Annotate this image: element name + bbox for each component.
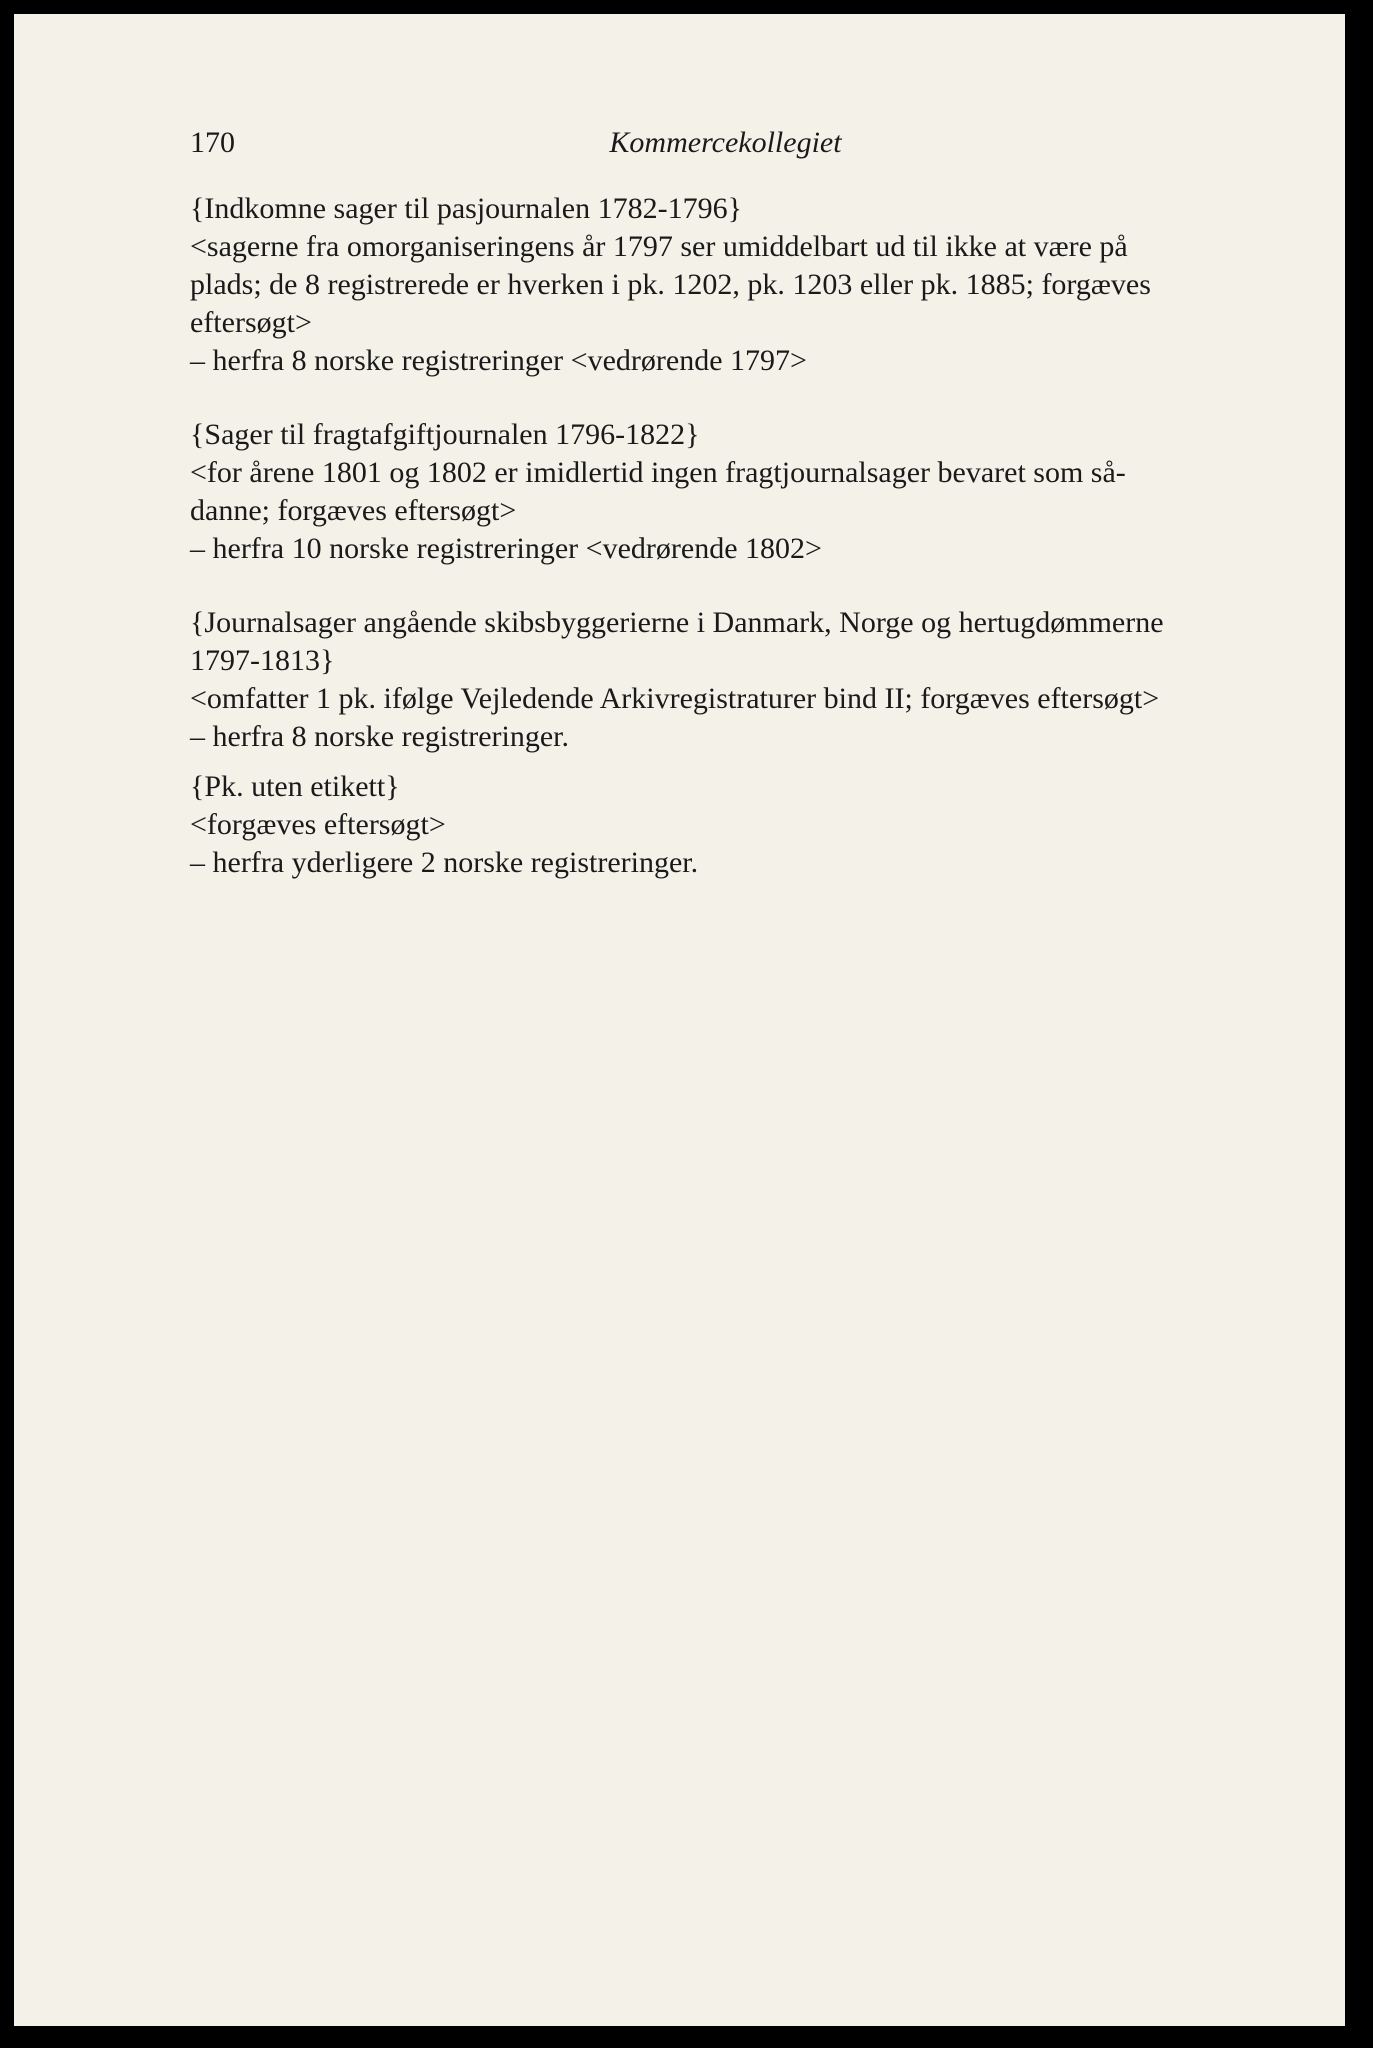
- archive-entry: [190, 416, 1261, 568]
- document-page: [14, 14, 1345, 2026]
- page-number: 170: [190, 126, 235, 159]
- entry-result: – herfra yderligere 2 norske registreringer.: [190, 846, 699, 879]
- running-title: Kommercekollegiet: [609, 126, 842, 159]
- archive-entry: [190, 190, 1261, 380]
- entry-title: {Pk. uten etikett}: [190, 770, 400, 803]
- entry-note-line: <for årene 1801 og 1802 er imidlertid ingen fragtjournalsager bevaret som så-: [190, 456, 1126, 489]
- entry-result: – herfra 8 norske registreringer.: [190, 720, 570, 753]
- entry-title: 1797-1813}: [190, 644, 335, 677]
- archive-entry: [190, 604, 1261, 756]
- entry-note-line: <forgæves eftersøgt>: [190, 808, 446, 841]
- page-content: [190, 190, 1261, 882]
- entry-note-line: <omfatter 1 pk. ifølge Vejledende Arkivregistraturer bind II; forgæves eftersøgt>: [190, 682, 1160, 715]
- entry-note-line: <sagerne fra omorganiseringens år 1797 ser umiddelbart ud til ikke at være på: [190, 230, 1128, 263]
- page-header: [190, 126, 1261, 176]
- entry-result: – herfra 10 norske registreringer <vedrørende 1802>: [190, 532, 822, 565]
- entry-title: {Indkomne sager til pasjournalen 1782-1796}: [190, 192, 743, 225]
- entry-note-line: plads; de 8 registrerede er hverken i pk. 1202, pk. 1203 eller pk. 1885; forgæves: [190, 268, 1151, 301]
- entry-note-line: danne; forgæves eftersøgt>: [190, 494, 517, 527]
- entry-note-line: eftersøgt>: [190, 306, 312, 339]
- entry-result: – herfra 8 norske registreringer <vedrørende 1797>: [190, 344, 807, 377]
- entry-title: {Journalsager angående skibsbyggerierne i Danmark, Norge og hertugdømmerne: [190, 606, 1164, 639]
- archive-entry: [190, 768, 1261, 882]
- entry-title: {Sager til fragtafgiftjournalen 1796-1822}: [190, 418, 700, 451]
